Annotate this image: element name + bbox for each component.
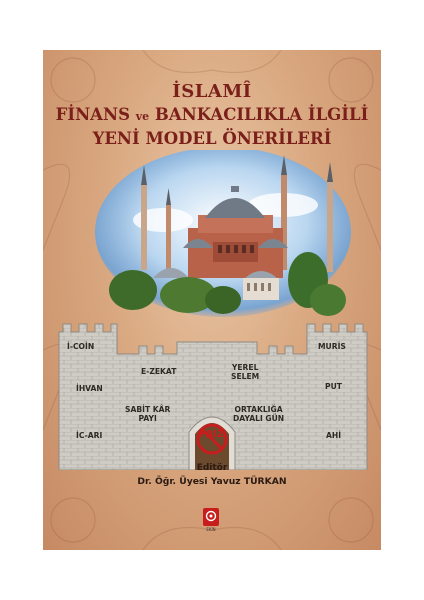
- label-selem: SELEM: [231, 372, 260, 381]
- title-ve: ve: [135, 110, 150, 123]
- label-sabit-kar-1: SABİT KÂR: [125, 405, 171, 414]
- label-put: PUT: [325, 382, 342, 391]
- label-ortakliga: [233, 405, 284, 423]
- label-sabit-kar: [125, 405, 170, 423]
- editor-label: Editör: [196, 463, 228, 473]
- label-ic-ari: İC-ARI: [76, 431, 103, 440]
- title-line-2: [43, 105, 381, 124]
- title-bankacilikla: BANKACILIKLA İLGİLİ: [154, 105, 369, 124]
- label-e-zekat: E-ZEKAT: [141, 367, 177, 376]
- publisher-logo-text: EKİN: [206, 527, 216, 532]
- label-faiz: FAİZ: [199, 429, 225, 440]
- mosque-illustration: [93, 150, 353, 325]
- label-yerel: YEREL: [231, 363, 259, 372]
- title-line-1: İSLAMÎ: [172, 81, 252, 102]
- title-line-3: YENİ MODEL ÖNERİLERİ: [92, 129, 332, 148]
- label-i-coin: İ-COİN: [67, 342, 95, 351]
- label-ihvan: İHVAN: [76, 384, 103, 393]
- title-finans: FİNANS: [55, 105, 130, 124]
- label-ortakliga-2: DAYALI GÜN: [233, 414, 285, 423]
- label-yerel-selem: [231, 363, 259, 381]
- label-sabit-kar-2: PAYI: [138, 414, 157, 423]
- publisher-logo-icon: [203, 508, 219, 526]
- label-ortakliga-1: ORTAKLIĞA: [234, 405, 283, 414]
- book-cover: [43, 50, 381, 550]
- label-muris: MURİS: [318, 342, 346, 351]
- label-ahi: AHİ: [326, 431, 342, 440]
- editor-name: Dr. Öğr. Üyesi Yavuz TÜRKAN: [137, 476, 287, 487]
